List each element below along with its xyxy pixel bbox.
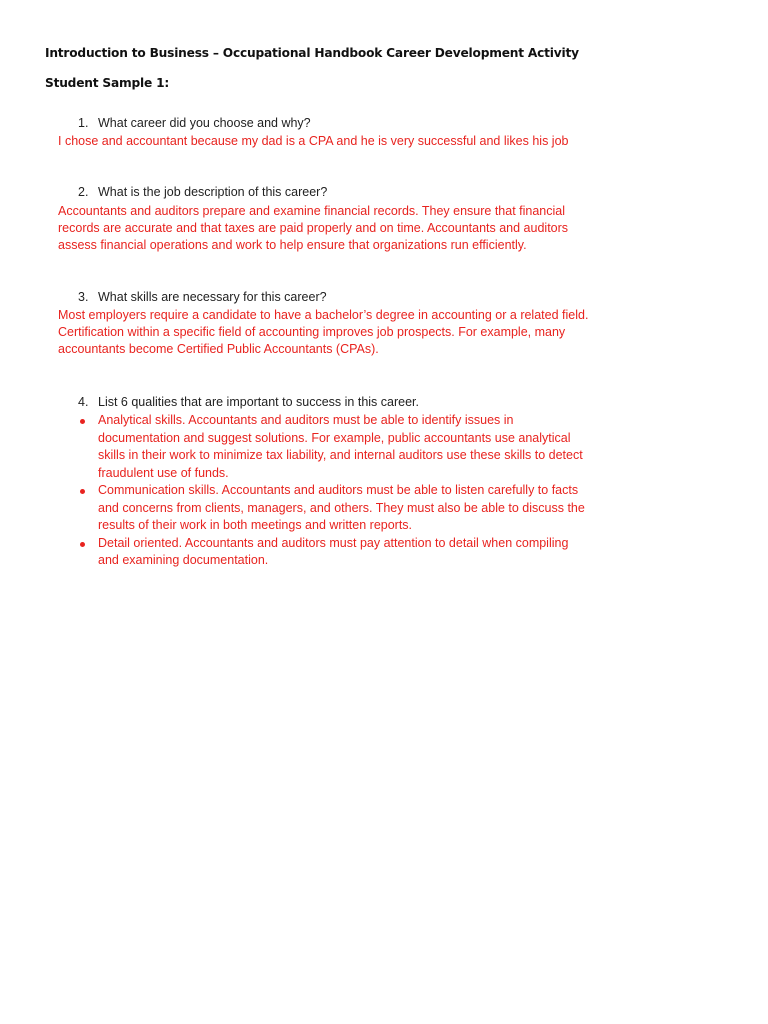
question-4 <box>78 395 419 409</box>
answer-line: assess financial operations and work to help ensure that organizations run efficiently. <box>58 238 527 252</box>
question-3 <box>78 290 327 304</box>
question-number: 3. <box>78 290 89 304</box>
answer-line: records are accurate and that taxes are paid properly and on time. Accountants and auditors <box>58 221 569 235</box>
list-item <box>78 482 608 535</box>
question-text: What career did you choose and why? <box>98 116 311 130</box>
list-item <box>78 535 608 570</box>
list-item-line: documentation and suggest solutions. For example, public accountants use analytical <box>98 430 571 445</box>
question-2 <box>78 185 327 199</box>
sample-label: Student Sample 1: <box>45 76 170 90</box>
answer-line: Accountants and auditors prepare and examine financial records. They ensure that financial <box>58 204 566 218</box>
question-1 <box>78 116 311 130</box>
question-text: What skills are necessary for this career? <box>98 290 327 304</box>
list-item-line: fraudulent use of funds. <box>98 465 229 480</box>
list-item-line: skills in their work to minimize tax liability, and internal auditors use these skills to detect <box>98 448 583 462</box>
list-item-line: Analytical skills. Accountants and auditors must be able to identify issues in <box>98 413 514 427</box>
bullet-icon <box>80 419 85 424</box>
bullet-icon <box>80 542 85 547</box>
answer-line: Certification within a specific field of accounting improves job prospects. For example, many <box>58 325 566 339</box>
list-item <box>78 412 608 482</box>
answer-line: accountants become Certified Public Accountants (CPAs). <box>58 342 379 356</box>
list-item-line: Communication skills. Accountants and auditors must be able to listen carefully to facts <box>98 483 579 497</box>
list-item-line: Detail oriented. Accountants and auditors must pay attention to detail when compiling <box>98 535 569 550</box>
answer-line: Most employers require a candidate to have a bachelor’s degree in accounting or a related field. <box>58 308 589 322</box>
answer-3 <box>58 307 598 358</box>
list-item-line: results of their work in both meetings and written reports. <box>98 518 413 532</box>
question-text: What is the job description of this career? <box>98 185 328 199</box>
qualities-list <box>78 412 608 570</box>
question-number: 4. <box>78 395 89 409</box>
answer-line: I chose and accountant because my dad is a CPA and he is very successful and likes his job <box>58 134 569 148</box>
document-title: Introduction to Business – Occupational Handbook Career Development Activity <box>45 46 579 60</box>
list-item-line: and concerns from clients, managers, and others. They must also be able to discuss the <box>98 500 585 515</box>
list-item-line: and examining documentation. <box>98 553 269 567</box>
answer-2 <box>58 203 598 254</box>
question-number: 2. <box>78 185 89 199</box>
bullet-icon <box>80 489 85 494</box>
question-number: 1. <box>78 116 89 130</box>
answer-1 <box>58 133 598 150</box>
question-text: List 6 qualities that are important to success in this career. <box>98 395 419 409</box>
